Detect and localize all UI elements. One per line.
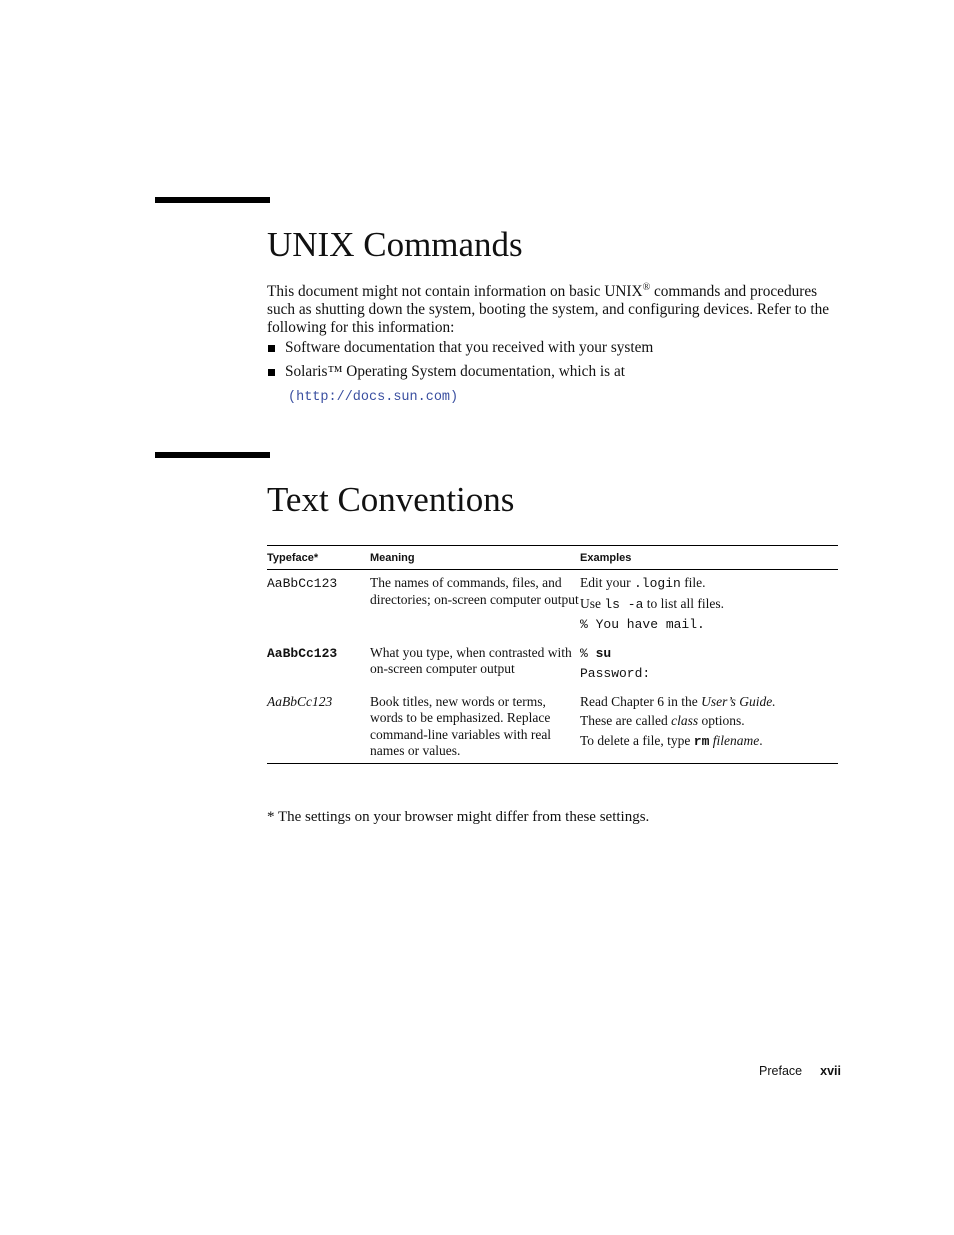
example-line: These are called class options. (580, 713, 745, 728)
example-line: % You have mail. (580, 617, 705, 632)
registered-mark: ® (642, 282, 651, 293)
footer-section-name: Preface (759, 1064, 803, 1078)
bullet-square-icon (268, 369, 275, 376)
header-typeface: Typeface* (267, 546, 370, 570)
examples-cell (580, 694, 838, 764)
examples-cell (580, 570, 838, 645)
bullet-square-icon (268, 345, 275, 352)
section-heading-text-conventions: Text Conventions (267, 480, 515, 519)
page-number: xvii (820, 1064, 841, 1078)
unix-intro-paragraph: This document might not contain information on basic UNIX® commands and procedures such as shutting down the system, booting the system, and configuring devices. Refer to the following for this information: (267, 282, 830, 337)
example-line: % su (580, 645, 612, 661)
section-heading-unix-commands: UNIX Commands (267, 225, 523, 264)
section-rule (155, 197, 270, 203)
meaning-cell: Book titles, new words or terms, words to be emphasized. Replace command-line variables with real names or values. (370, 694, 580, 764)
example-line: Password: (580, 666, 651, 681)
examples-cell (580, 645, 838, 694)
meaning-cell: The names of commands, files, and directories; on-screen computer output (370, 575, 579, 607)
table-row (267, 570, 838, 645)
typeface-sample-bold-monospace: AaBbCc123 (267, 645, 338, 661)
section-rule (155, 452, 270, 458)
page-footer (759, 1064, 841, 1078)
table-header-row (267, 546, 838, 570)
typeface-sample-italic: AaBbCc123 (267, 694, 370, 764)
list-item: Software documentation that you received with your system (267, 339, 842, 357)
example-line: Edit your .login file. (580, 575, 706, 591)
reference-list (267, 339, 842, 387)
docs-url-link[interactable]: (http://docs.sun.com) (288, 390, 459, 405)
header-meaning: Meaning (370, 546, 580, 570)
example-line: To delete a file, type rm filename. (580, 732, 763, 749)
meaning-cell: What you type, when contrasted with on-screen computer output (370, 644, 572, 676)
list-item: Solaris™ Operating System documentation, which is at (267, 363, 842, 381)
table-row (267, 694, 838, 764)
text-conventions-table (267, 545, 838, 764)
table-row (267, 645, 838, 694)
example-line: Use ls -a to list all files. (580, 595, 725, 612)
header-examples: Examples (580, 546, 838, 570)
example-line: Read Chapter 6 in the User’s Guide. (580, 693, 776, 709)
typeface-sample-monospace: AaBbCc123 (267, 576, 338, 591)
table-footnote: * The settings on your browser might differ from these settings. (267, 809, 650, 825)
